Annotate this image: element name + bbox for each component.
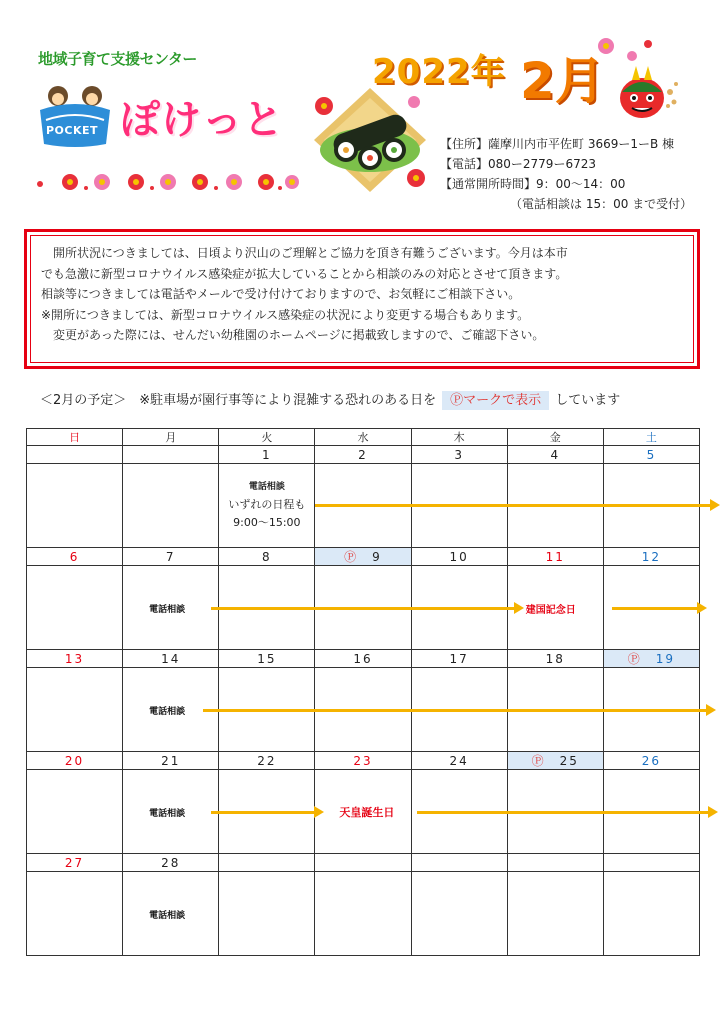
weekday-mon: 月 (123, 429, 219, 446)
month-title: 2月 (520, 52, 605, 110)
week-3-events (27, 668, 700, 752)
week-5-events (27, 872, 700, 956)
phone-consult-label: 電話相談 (149, 809, 186, 819)
weekday-tue: 火 (219, 429, 315, 446)
date-cell: 17 (411, 650, 507, 668)
phone-consult-note: （電話相談は 15：00 まで受付） (510, 197, 693, 211)
date-cell: 10 (411, 548, 507, 566)
continuation-arrow-icon (211, 607, 515, 610)
continuation-arrow-icon (315, 504, 711, 507)
continuation-arrow-icon (203, 709, 707, 712)
date-cell: 5 (603, 446, 699, 464)
opening-hours: 【通常開所時間】9：00〜14：00 (440, 177, 626, 191)
red-oni-demon-icon (612, 62, 680, 122)
date-cell-parking: Ⓟ 9 (315, 548, 411, 566)
address: 【住所】薩摩川内市平佐町 3669ー1ーB 棟 (440, 137, 675, 151)
notice-line: でも急激に新型コロナウイルス感染症が拡大していることから相談のみの対応とさせて頂きます。 (41, 266, 568, 281)
continuation-arrow-icon (612, 607, 698, 610)
weekday-wed: 水 (315, 429, 411, 446)
pocket-logo-icon (36, 80, 114, 150)
date-cell: 27 (27, 854, 123, 872)
date-cell: 13 (27, 650, 123, 668)
date-cell (27, 446, 123, 464)
date-cell: 26 (603, 752, 699, 770)
ehomaki-sushi-icon (310, 84, 430, 194)
date-cell: 23 (315, 752, 411, 770)
date-cell: 22 (219, 752, 315, 770)
week-2-dates (27, 548, 700, 566)
date-cell: 12 (603, 548, 699, 566)
date-cell: 20 (27, 752, 123, 770)
weekday-sat: 土 (603, 429, 699, 446)
week-5-dates (27, 854, 700, 872)
date-cell: 11 (507, 548, 603, 566)
phone-consult-label: 電話相談 (149, 707, 186, 717)
date-cell: 1 (219, 446, 315, 464)
schedule-heading (40, 389, 620, 408)
schedule-suffix: しています (555, 393, 621, 408)
week-1-events (27, 464, 700, 548)
date-cell (123, 446, 219, 464)
phone-consult-label: 電話相談 (149, 605, 186, 615)
national-foundation-day-label: 建国記念日 (525, 605, 576, 616)
date-cell: 14 (123, 650, 219, 668)
date-cell-parking: Ⓟ 19 (603, 650, 699, 668)
weekday-header-row (27, 429, 700, 446)
emperor-birthday-label: 天皇誕生日 (339, 806, 395, 819)
weekday-fri: 金 (507, 429, 603, 446)
notice-line: ※開所につきましては、新型コロナウイルス感染症の状況により変更する場合もあります。 (41, 307, 530, 322)
phone-number: 【電話】080ー2779ー6723 (440, 157, 596, 171)
flower-dots-decoration-icon (586, 34, 666, 64)
parking-mark: Ⓟ (627, 652, 642, 666)
hours-note-line: 9:00〜15:00 (233, 516, 301, 529)
week-1-dates (27, 446, 700, 464)
week-4-events (27, 770, 700, 854)
logo-name: ぽけっと (120, 97, 284, 143)
schedule-prefix: ＜2月の予定＞ ※駐車場が園行事等により混雑する恐れのある日を (40, 393, 437, 408)
date-cell: 21 (123, 752, 219, 770)
week-2-events (27, 566, 700, 650)
logo-badge: POCKET (46, 124, 99, 137)
phone-consult-label: 電話相談 (149, 911, 186, 921)
notice-line: 開所状況につきましては、日頃より沢山のご理解とご協力を頂き有難うございます。今月は本市 (41, 246, 568, 260)
week-4-dates (27, 752, 700, 770)
date-cell: 16 (315, 650, 411, 668)
notice-box (24, 229, 700, 369)
phone-consult-label: 電話相談 (248, 482, 285, 492)
continuation-arrow-icon (211, 811, 315, 814)
date-cell: 6 (27, 548, 123, 566)
date-cell: 8 (219, 548, 315, 566)
weekday-sun: 日 (27, 429, 123, 446)
date-cell: 2 (315, 446, 411, 464)
organization-name: 地域子育て支援センター (38, 50, 197, 68)
notice-line: 変更があった際には、せんだい幼稚園のホームページに掲載致しますので、ご確認下さい。 (41, 328, 545, 342)
weekday-thu: 木 (411, 429, 507, 446)
date-cell: 7 (123, 548, 219, 566)
date-cell: 3 (411, 446, 507, 464)
parking-mark-legend: Ⓟマークで表示 (442, 391, 549, 410)
hours-note-line: いずれの日程も (228, 498, 306, 511)
date-cell: 24 (411, 752, 507, 770)
date-cell: 15 (219, 650, 315, 668)
date-cell: 4 (507, 446, 603, 464)
calendar-table (26, 428, 700, 956)
plum-flowers-decoration-icon (30, 172, 300, 194)
continuation-arrow-icon (417, 811, 709, 814)
year-title: 2022年 (372, 52, 506, 92)
date-cell: 28 (123, 854, 219, 872)
contact-info (440, 134, 692, 214)
parking-mark: Ⓟ (531, 754, 546, 768)
notice-line: 相談等につきましては電話やメールで受け付けておりますので、お気軽にご相談下さい。 (41, 287, 521, 301)
date-cell: 18 (507, 650, 603, 668)
week-3-dates (27, 650, 700, 668)
parking-mark: Ⓟ (344, 550, 359, 564)
date-cell-parking: Ⓟ 25 (507, 752, 603, 770)
